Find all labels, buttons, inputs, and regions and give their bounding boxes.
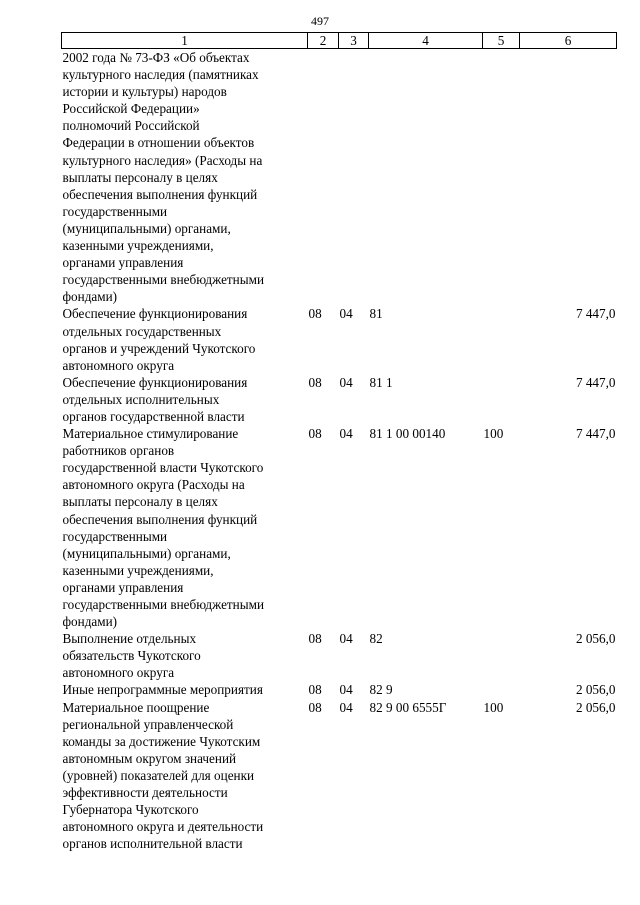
description-line: органами управления — [62, 579, 184, 595]
description-line: региональной управленческой — [62, 716, 234, 732]
row-description — [62, 425, 308, 630]
expense-type-code — [483, 630, 520, 681]
section-code: 08 — [308, 306, 322, 322]
section-code — [308, 49, 339, 306]
description-line: органами управления — [62, 255, 184, 271]
description-line: автономного округа (Расходы на — [62, 477, 245, 493]
row-description — [62, 630, 308, 681]
description-line: фондами) — [62, 289, 118, 305]
target-article-code: 81 1 — [369, 374, 393, 390]
description-line: истории и культуры) народов — [62, 84, 227, 100]
col-header-3: 3 — [339, 33, 369, 49]
subsection-code: 04 — [339, 374, 353, 390]
section-code: 08 — [308, 426, 322, 442]
col-header-1: 1 — [62, 33, 308, 49]
table-row — [62, 630, 617, 681]
description-line: команды за достижение Чукотским — [62, 733, 261, 749]
description-line: органов исполнительной власти — [62, 836, 243, 852]
target-article-code: 81 1 00 00140 — [369, 426, 446, 442]
description-line: казенными учреждениями, — [62, 238, 214, 254]
col-header-2: 2 — [308, 33, 339, 49]
expense-type-code — [483, 374, 520, 425]
description-line: Материальное поощрение — [62, 699, 210, 715]
description-line: автономного округа и деятельности — [62, 819, 264, 835]
row-description — [62, 681, 308, 698]
expense-type-code: 100 — [483, 426, 504, 442]
col-header-4: 4 — [369, 33, 483, 49]
expense-type-code — [483, 681, 520, 698]
description-line: государственными — [62, 528, 168, 544]
description-line: работников органов — [62, 443, 175, 459]
section-code: 08 — [308, 682, 322, 698]
description-line: культурного наследия» (Расходы на — [62, 152, 263, 168]
description-line: автономным округом значений — [62, 750, 237, 766]
target-article-code: 82 9 — [369, 682, 393, 698]
amount: 7 447,0 — [575, 374, 616, 390]
table-row — [62, 305, 617, 373]
description-line: государственными — [62, 203, 168, 219]
section-code: 08 — [308, 631, 322, 647]
subsection-code: 04 — [339, 631, 353, 647]
description-line: Обеспечение функционирования — [62, 374, 248, 390]
subsection-code: 04 — [339, 426, 353, 442]
description-line: Федерации в отношении объектов — [62, 135, 255, 151]
amount: 2 056,0 — [575, 631, 616, 647]
subsection-code: 04 — [339, 699, 353, 715]
description-line: (муниципальными) органами, — [62, 220, 231, 236]
description-line: 2002 года № 73-ФЗ «Об объектах — [62, 50, 250, 65]
description-line: обеспечения выполнения функций — [62, 511, 258, 527]
description-line: Российской Федерации» — [62, 101, 200, 117]
description-line: Выполнение отдельных — [62, 631, 197, 647]
amount: 2 056,0 — [575, 699, 616, 715]
subsection-code — [339, 49, 369, 306]
table-row — [62, 49, 617, 306]
target-article-code: 81 — [369, 306, 383, 322]
description-line: Материальное стимулирование — [62, 426, 239, 442]
target-article-code: 82 — [369, 631, 383, 647]
amount — [520, 49, 617, 306]
table-row — [62, 699, 617, 853]
description-line: эффективности деятельности — [62, 785, 228, 801]
amount: 7 447,0 — [575, 426, 616, 442]
header-row — [62, 33, 617, 49]
table-row — [62, 425, 617, 630]
row-description — [62, 49, 308, 306]
description-line: Иные непрограммные мероприятия — [62, 682, 263, 698]
description-line: Обеспечение функционирования — [62, 306, 248, 322]
budget-table — [61, 32, 617, 852]
section-code: 08 — [308, 374, 322, 390]
description-line: фондами) — [62, 614, 118, 630]
description-line: отдельных государственных — [62, 323, 222, 339]
subsection-code: 04 — [339, 682, 353, 698]
col-header-6: 6 — [520, 33, 617, 49]
description-line: Губернатора Чукотского — [62, 802, 199, 818]
row-description — [62, 305, 308, 373]
description-line: государственными внебюджетными — [62, 272, 265, 288]
row-description — [62, 374, 308, 425]
description-line: выплаты персоналу в целях — [62, 494, 218, 510]
description-line: культурного наследия (памятниках — [62, 67, 259, 83]
description-line: выплаты персоналу в целях — [62, 169, 218, 185]
section-code: 08 — [308, 699, 322, 715]
description-line: органов и учреждений Чукотского — [62, 340, 256, 356]
table-row — [62, 681, 617, 698]
col-header-5: 5 — [483, 33, 520, 49]
description-line: органов государственной власти — [62, 408, 245, 424]
description-line: обязательств Чукотского — [62, 648, 201, 664]
expense-type-code — [483, 305, 520, 373]
expense-type-code: 100 — [483, 699, 504, 715]
page-number: 497 — [311, 14, 329, 28]
description-line: отдельных исполнительных — [62, 391, 220, 407]
description-line: обеспечения выполнения функций — [62, 186, 258, 202]
row-description — [62, 699, 308, 853]
target-article-code — [369, 49, 483, 306]
amount: 7 447,0 — [575, 306, 616, 322]
description-line: полномочий Российской — [62, 118, 200, 134]
subsection-code: 04 — [339, 306, 353, 322]
description-line: (уровней) показателей для оценки — [62, 767, 255, 783]
table-row — [62, 374, 617, 425]
amount: 2 056,0 — [575, 682, 616, 698]
description-line: государственными внебюджетными — [62, 597, 265, 612]
target-article-code: 82 9 00 6555Г — [369, 699, 447, 715]
description-line: автономного округа — [62, 357, 175, 373]
description-line: автономного округа — [62, 665, 175, 681]
expense-type-code — [483, 49, 520, 306]
description-line: (муниципальными) органами, — [62, 545, 231, 561]
description-line: казенными учреждениями, — [62, 562, 214, 578]
table-body — [62, 49, 617, 853]
description-line: государственной власти Чукотского — [62, 460, 264, 476]
